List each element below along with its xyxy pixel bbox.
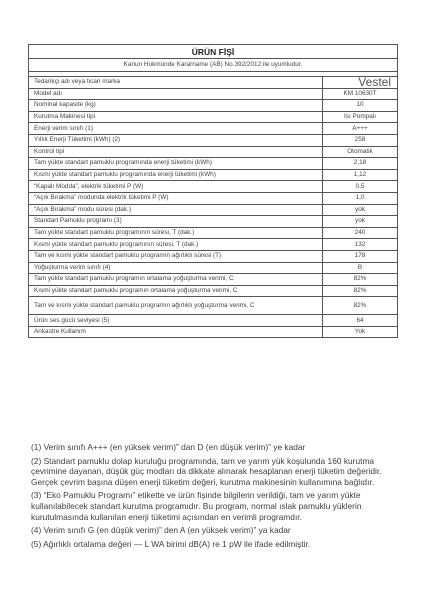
spec-value: A+++	[323, 123, 398, 135]
spec-label: Model adı	[29, 88, 323, 100]
spec-label: “Kapalı Modda”, elektrik tüketimi P (W)	[29, 181, 323, 193]
spec-label: Tam yükte standart pamuklu programında enerji tüketimi (kWh)	[29, 158, 323, 170]
spec-label: Enerji verim sınıfı (1)	[29, 123, 323, 135]
spec-value: 258	[323, 134, 398, 146]
spec-value: Otomatik	[323, 146, 398, 158]
spec-label: Tam yükte standart pamuklu programının süresi, T (dak.)	[29, 227, 323, 239]
spec-value: Isı Pompalı	[323, 111, 398, 123]
spec-value: 82%	[323, 297, 398, 315]
spec-label: Ankastre Kullanım	[29, 326, 323, 338]
spec-label: Kısmi yükte standart pamuklu programın ortalama yoğuşturma verimi, C	[29, 285, 323, 297]
spec-row	[29, 100, 398, 112]
spec-label: “Açık Bırakma” modu süresi (dak.)	[29, 204, 323, 216]
footnote: (5) Ağırlıklı ortalama değeri — L WA birimi dB(A) re 1 pW ile ifade edilmiştir.	[31, 538, 311, 549]
spec-value: B	[323, 262, 398, 274]
spec-row	[29, 134, 398, 146]
spec-row	[29, 216, 398, 228]
spec-row	[29, 169, 398, 181]
spec-row	[29, 111, 398, 123]
spec-label: Tam yükte standart pamuklu programın ortalama yoğuşturma verimi, C	[29, 274, 323, 286]
spec-label: Kısmi yükte standart pamuklu programının süresi, T (dak.)	[29, 239, 323, 251]
product-fiche	[28, 44, 397, 338]
spec-row	[29, 204, 398, 216]
spec-row	[29, 123, 398, 135]
spec-value: 82%	[323, 285, 398, 297]
footnote: (1) Verim sınıfı A+++ (en yüksek verim)” dan D (en düşük verim)” ye kadar	[31, 442, 306, 452]
spec-row	[29, 88, 398, 100]
fiche-title: ÜRÜN FİŞİ	[29, 45, 398, 59]
footnote: (4) Verim sınıfı G (en düşük verim)” den A (en yüksek verim)” ya kadar	[31, 525, 291, 536]
spec-label: “Açık Bırakma” modunda elektrik tüketimi P (W)	[29, 192, 323, 204]
spec-row	[29, 239, 398, 251]
spec-label: Kontrol tipi	[29, 146, 323, 158]
spec-value: 1,12	[323, 169, 398, 181]
spec-value: KM 10630T	[323, 88, 398, 100]
spec-value: Yok	[323, 326, 398, 338]
spec-value: 1,0	[323, 192, 398, 204]
footnote: (3) “Eko Pamuklu Programı” etikette ve ürün fişinde bilgilerin verildiği, tam ve yarım yükte kullanılabilecek standart kurutma programıdır. Bu program, normal ıslak pamuklu yüklerin kurutulmasında kullanılan enerji tüketimi açısından en verimli programdır.	[31, 490, 362, 522]
spec-row	[29, 326, 398, 338]
spec-row	[29, 285, 398, 297]
spec-value: 0,5	[323, 181, 398, 193]
spec-value: yok	[323, 216, 398, 228]
spec-label: Ürün ses gücü seviyesi (5)	[29, 315, 323, 327]
spec-value: 240	[323, 227, 398, 239]
spec-row	[29, 181, 398, 193]
spec-row	[29, 227, 398, 239]
spec-label: Yıllık Enerji Tüketimi (kWh) (2)	[29, 134, 323, 146]
spec-row	[29, 262, 398, 274]
brand-value: Vestel	[323, 77, 398, 89]
spec-value: 10	[323, 100, 398, 112]
regulation-note: Kanun Hükmünde Kararname (AB) No.392/2012 ile uyumludur.	[29, 59, 398, 72]
footnotes	[31, 442, 393, 549]
spec-row	[29, 274, 398, 286]
spec-row	[29, 192, 398, 204]
spec-label: Kısmi yükte standart pamuklu programında enerji tüketimi (kWh)	[29, 169, 323, 181]
spec-label: Tam ve kısmi yükte standart pamuklu programın ağırlıklı yoğuşturma verimi, C	[29, 297, 323, 315]
spec-row	[29, 146, 398, 158]
brand-label: Tedarikçi adı veya ticari marka	[29, 77, 323, 89]
spec-value: 2,18	[323, 158, 398, 170]
spec-value: 132	[323, 239, 398, 251]
spec-label: Tam ve kısmi yükte standart pamuklu programın ağırlıklı süresi (T)	[29, 250, 323, 262]
spec-value: 82%	[323, 274, 398, 286]
spec-row	[29, 250, 398, 262]
spec-label: Yoğuşturma verim sınıfı (4)	[29, 262, 323, 274]
spec-row	[29, 297, 398, 315]
spec-value: yok	[323, 204, 398, 216]
spec-label: Kurutma Makinesi tipi	[29, 111, 323, 123]
spec-row	[29, 158, 398, 170]
footnote: (2) Standart pamuklu dolap kuruluğu programında, tam ve yarım yük koşulunda 160 kurutma çevrimine dayanan, düşük güç modları da dikkate alınarak hesaplanan enerji tüketim değeridir. Gerçek çevrim başına düşen enerji tüketim değeri, kurutma makinesinin kullanımına bağlıdır.	[31, 455, 382, 487]
spec-label: Nominal kapasite (kg)	[29, 100, 323, 112]
spec-label: Standart Pamuklu programı (3)	[29, 216, 323, 228]
spec-value: 178	[323, 250, 398, 262]
spec-row	[29, 315, 398, 327]
fiche-table	[28, 44, 398, 338]
spec-value: 64	[323, 315, 398, 327]
